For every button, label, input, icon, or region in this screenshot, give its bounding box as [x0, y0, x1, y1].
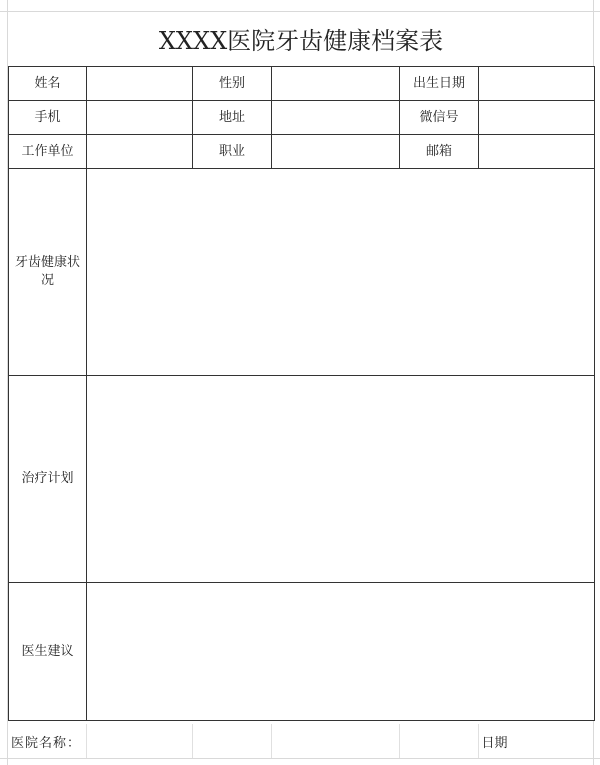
wechat-field[interactable]	[479, 101, 595, 135]
table-row	[9, 67, 595, 101]
phone-field[interactable]	[87, 101, 193, 135]
occupation-label: 职业	[193, 135, 272, 169]
table-row	[9, 135, 595, 169]
date-label: 日期	[478, 724, 594, 758]
address-label: 地址	[193, 101, 272, 135]
gender-field[interactable]	[272, 67, 400, 101]
address-field[interactable]	[272, 101, 400, 135]
workplace-field[interactable]	[87, 135, 193, 169]
table-row	[9, 583, 595, 721]
hospital-name-field[interactable]	[86, 724, 192, 758]
table-row	[9, 376, 595, 583]
occupation-field[interactable]	[272, 135, 400, 169]
doctor-advice-field[interactable]	[87, 583, 595, 721]
wechat-label: 微信号	[400, 101, 479, 135]
table-row	[9, 101, 595, 135]
name-field[interactable]	[87, 67, 193, 101]
table-row	[9, 169, 595, 376]
birth-date-field[interactable]	[479, 67, 595, 101]
treatment-plan-label: 治疗计划	[9, 376, 87, 583]
form-title: XXXX医院牙齿健康档案表	[158, 26, 444, 55]
health-record-form	[8, 66, 594, 721]
birth-date-label: 出生日期	[400, 67, 479, 101]
table-row	[8, 724, 594, 758]
record-table	[8, 66, 595, 721]
workplace-label: 工作单位	[9, 135, 87, 169]
phone-label: 手机	[9, 101, 87, 135]
gridline	[0, 758, 600, 759]
treatment-plan-field[interactable]	[87, 376, 595, 583]
doctor-advice-label: 医生建议	[9, 583, 87, 721]
footer-table	[8, 724, 594, 758]
email-field[interactable]	[479, 135, 595, 169]
gender-label: 性别	[193, 67, 272, 101]
name-label: 姓名	[9, 67, 87, 101]
dental-status-field[interactable]	[87, 169, 595, 376]
hospital-name-label: 医院名称：	[11, 735, 82, 751]
footer-blank-cell[interactable]	[399, 724, 478, 758]
footer-blank-cell[interactable]	[192, 724, 271, 758]
dental-status-label: 牙齿健康状况	[9, 169, 87, 376]
form-footer	[8, 724, 594, 758]
footer-blank-cell[interactable]	[271, 724, 399, 758]
email-label: 邮箱	[400, 135, 479, 169]
